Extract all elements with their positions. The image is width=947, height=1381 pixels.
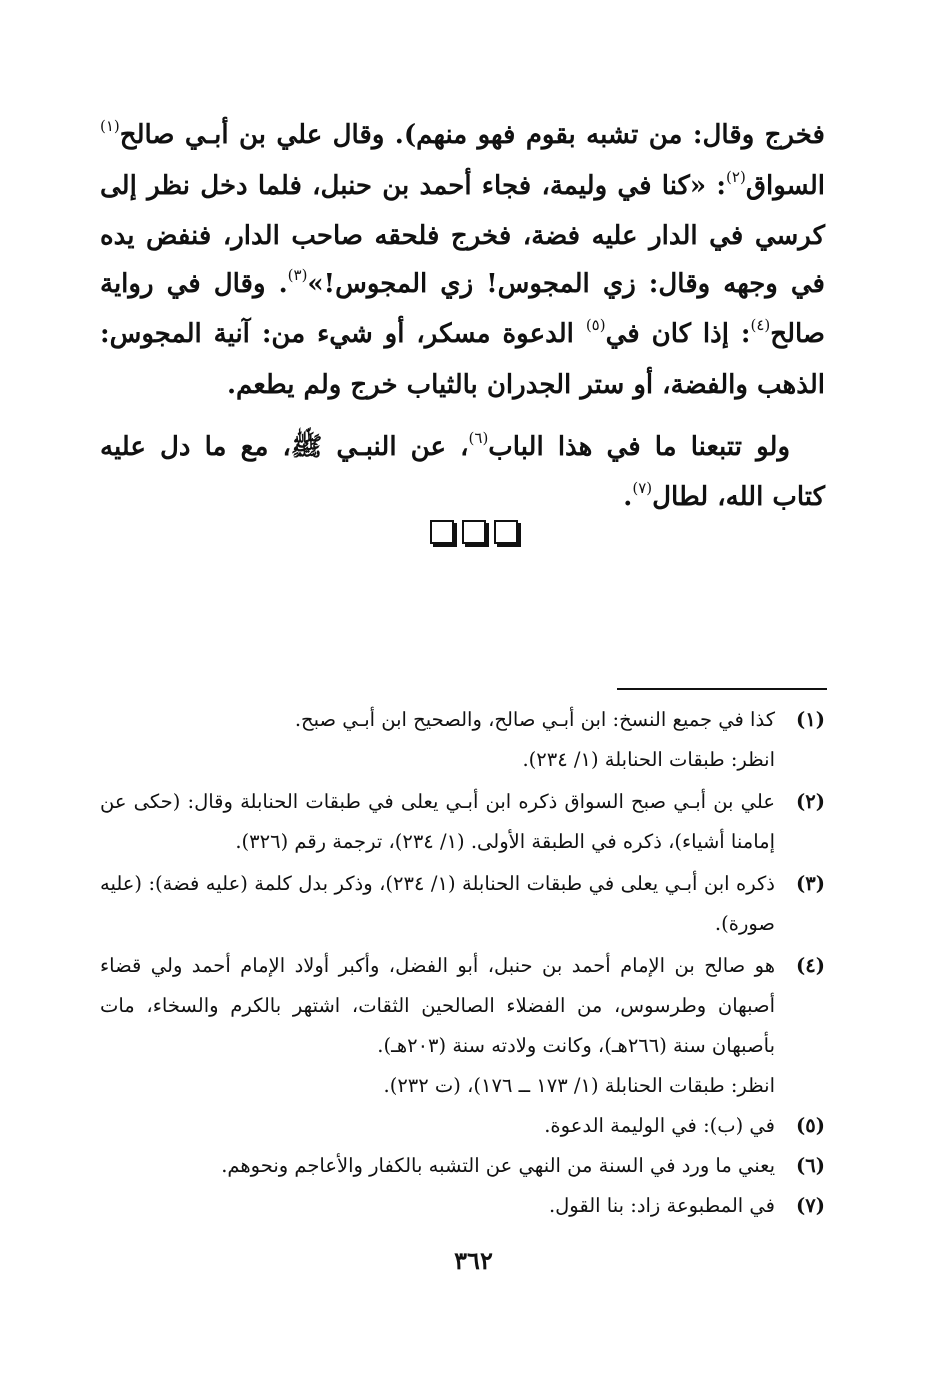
- footnote-marker: (٣): [287, 265, 308, 284]
- footnote-marker: (٢): [726, 167, 746, 186]
- footnote-line: كذا في جميع النسخ: ابن أبـي صالح، والصحيح ابن أبـي صبح.: [294, 708, 775, 731]
- footnote-7: [100, 1186, 825, 1226]
- text-run: ، عن النبـي ﷺ، مع ما دل عليه كتاب الله، لطال: [100, 431, 825, 513]
- footnote-text: [100, 864, 781, 944]
- text-run: فخرج وقال: من تشبه بقوم فهو منهم). وقال علي بن أبـي صالح: [119, 120, 825, 150]
- footnote-text: [100, 946, 781, 1106]
- footnotes-section: [100, 700, 825, 1226]
- footnote-number: (٤): [796, 954, 825, 977]
- footnote-line: هو صالح بن الإمام أحمد بن حنبل، أبو الفضل، وأكبر أولاد الإمام أحمد ولي قضاء أصبهان وطرسوس، من الفضلاء الصالحين الثقات، اشتهر بالكرم والسخاء، مات بأصبهان سنة (٢٦٦هـ)، وكانت ولادته سنة (٢٠٣هـ).: [100, 954, 775, 1057]
- footnote-text: [100, 1186, 781, 1226]
- footnote-line: يعني ما ورد في السنة من النهي عن التشبه بالكفار والأعاجم ونحوهم.: [221, 1154, 775, 1177]
- square-box-icon: [462, 520, 486, 544]
- footnote-line: انظر: طبقات الحنابلة (١/ ١٧٣ ــ ١٧٦)، (ت ٢٣٢).: [383, 1074, 775, 1097]
- footnote-3: [100, 864, 825, 944]
- text-run: .: [623, 482, 633, 513]
- footnote-line: في المطبوعة زاد: بنا القول.: [548, 1194, 775, 1217]
- footnote-number: (٥): [796, 1114, 825, 1137]
- text-run: ولو تتبعنا ما في هذا الباب: [488, 431, 791, 462]
- footnote-number: (٧): [796, 1194, 825, 1217]
- footnote-4: [100, 946, 825, 1106]
- footnote-text: [100, 782, 781, 862]
- footnote-marker: (٧): [632, 479, 653, 498]
- footnote-marker: (٤): [750, 316, 771, 335]
- footnote-number: (٦): [796, 1154, 825, 1177]
- text-run: : «كنا في وليمة، فجاء أحمد بن حنبل، فلما دخل نظر إلى كرسي في الدار عليه فضة، فخرج فلحقه صاحب الدار، فنفض يده في وجهه وقال: زي المجوس! زي المجوس!»: [100, 170, 825, 299]
- footnote-line: انظر: طبقات الحنابلة (١/ ٢٣٤).: [522, 748, 775, 771]
- footnote-marker: (٥): [585, 316, 606, 335]
- text-run: السواق: [745, 170, 825, 201]
- square-box-icon: [430, 520, 454, 544]
- footnote-line: في (ب): في الوليمة الدعوة.: [544, 1114, 775, 1137]
- footnote-text: [100, 1106, 781, 1146]
- footnote-2: [100, 782, 825, 862]
- section-separator: [0, 520, 947, 544]
- footnote-6: [100, 1146, 825, 1186]
- footnote-divider: [617, 688, 827, 690]
- page-number: ٣٦٢: [454, 1246, 493, 1275]
- footnote-number: (٣): [796, 872, 825, 895]
- footnote-line: علي بن أبـي صبح السواق ذكره ابن أبـي يعلى في طبقات الحنابلة وقال: (حكى عن إمامنا أشياء)، ذكره في الطبقة الأولى. (١/ ٢٣٤)، ترجمة رقم (٣٢٦).: [100, 790, 775, 853]
- square-box-icon: [494, 520, 518, 544]
- footnote-marker: (١): [100, 117, 120, 135]
- footnote-number: (٢): [796, 790, 825, 813]
- paragraph-1: [100, 112, 825, 410]
- text-run: : إذا كان في: [605, 319, 751, 350]
- footnote-line: ذكره ابن أبـي يعلى في طبقات الحنابلة (١/ ٢٣٤)، وذكر بدل كلمة (عليه فضة): (عليه صورة).: [100, 872, 775, 935]
- paragraph-2: [100, 424, 825, 525]
- footnote-5: [100, 1106, 825, 1146]
- footnote-marker: (٦): [468, 428, 489, 447]
- text-run: . وقال في رواية صالح: [100, 268, 825, 350]
- footnote-text: [100, 700, 781, 780]
- footnote-text: [100, 1146, 781, 1186]
- text-run: الدعوة مسكر، أو شيء من: آنية المجوس: الذهب والفضة، أو ستر الجدران بالثياب خرج ولم يطعم.: [100, 319, 825, 400]
- footnote-1: [100, 700, 825, 780]
- footnote-number: (١): [796, 708, 825, 731]
- main-text-body: [100, 112, 825, 525]
